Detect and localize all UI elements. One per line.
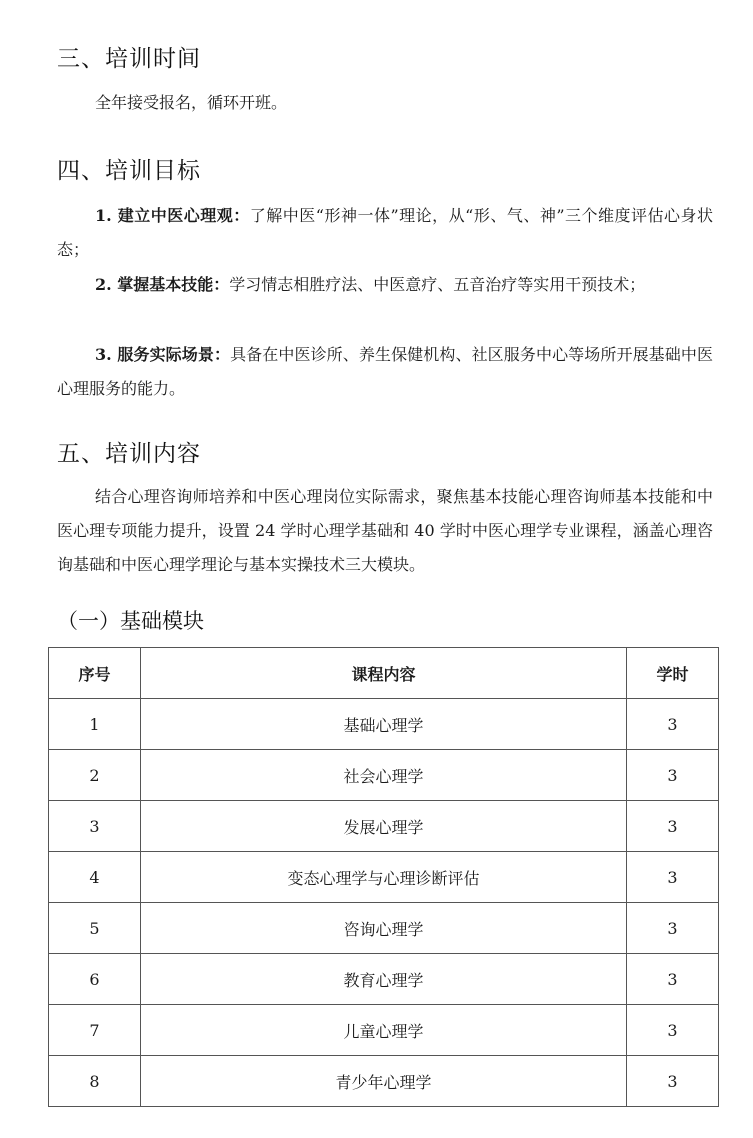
cell-course: 变态心理学与心理诊断评估 [141, 852, 627, 903]
cell-number: 7 [49, 1005, 141, 1056]
column-header-course: 课程内容 [141, 648, 627, 699]
cell-course: 发展心理学 [141, 801, 627, 852]
goal-item-3 [57, 338, 713, 406]
goal-item-1-label: 1. 建立中医心理观： [95, 206, 250, 225]
table-row [49, 903, 719, 954]
table-row [49, 699, 719, 750]
cell-course: 儿童心理学 [141, 1005, 627, 1056]
cell-hours: 3 [627, 1056, 719, 1107]
cell-hours: 3 [627, 750, 719, 801]
cell-number: 8 [49, 1056, 141, 1107]
cell-hours: 3 [627, 852, 719, 903]
cell-number: 4 [49, 852, 141, 903]
cell-hours: 3 [627, 1005, 719, 1056]
goal-item-1-text: 了解中医“形神一体”理论，从“形、气、神”三个维度评估心身状态； [57, 206, 713, 259]
cell-number: 6 [49, 954, 141, 1005]
cell-number: 5 [49, 903, 141, 954]
cell-number: 3 [49, 801, 141, 852]
cell-course: 教育心理学 [141, 954, 627, 1005]
table-row [49, 1005, 719, 1056]
cell-hours: 3 [627, 801, 719, 852]
table-row [49, 1056, 719, 1107]
section-heading-training-time: 三、培训时间 [57, 46, 201, 72]
table-row [49, 852, 719, 903]
training-time-text: 全年接受报名，循环开班。 [95, 93, 288, 112]
cell-course: 青少年心理学 [141, 1056, 627, 1107]
column-header-hours: 学时 [627, 648, 719, 699]
table-row [49, 801, 719, 852]
goal-item-2-label: 2. 掌握基本技能： [95, 275, 230, 294]
goal-item-1 [57, 199, 713, 267]
cell-course: 社会心理学 [141, 750, 627, 801]
section-heading-training-goals: 四、培训目标 [57, 158, 201, 184]
goal-item-3-label: 3. 服务实际场景： [95, 345, 231, 364]
training-content-text: 结合心理咨询师培养和中医心理岗位实际需求，聚焦基本技能心理咨询师基本技能和中医心理专项能力提升，设置 24 学时心理学基础和 40 学时中医心理学专业课程，涵盖心理咨询基础和中医心理学理论与基本实操技术三大模块。 [57, 487, 713, 574]
cell-hours: 3 [627, 903, 719, 954]
cell-hours: 3 [627, 954, 719, 1005]
goal-item-2 [57, 268, 713, 302]
section-heading-training-content: 五、培训内容 [57, 441, 201, 467]
basic-module-table [48, 647, 719, 1107]
cell-course: 咨询心理学 [141, 903, 627, 954]
module-heading-basic: （一）基础模块 [57, 609, 204, 633]
cell-number: 1 [49, 699, 141, 750]
table-header-row [49, 648, 719, 699]
goal-item-3-text: 具备在中医诊所、养生保健机构、社区服务中心等场所开展基础中医心理服务的能力。 [57, 345, 713, 398]
goal-item-2-text: 学习情志相胜疗法、中医意疗、五音治疗等实用干预技术； [229, 275, 646, 294]
table-row [49, 750, 719, 801]
table-row [49, 954, 719, 1005]
cell-hours: 3 [627, 699, 719, 750]
column-header-number: 序号 [49, 648, 141, 699]
cell-number: 2 [49, 750, 141, 801]
cell-course: 基础心理学 [141, 699, 627, 750]
